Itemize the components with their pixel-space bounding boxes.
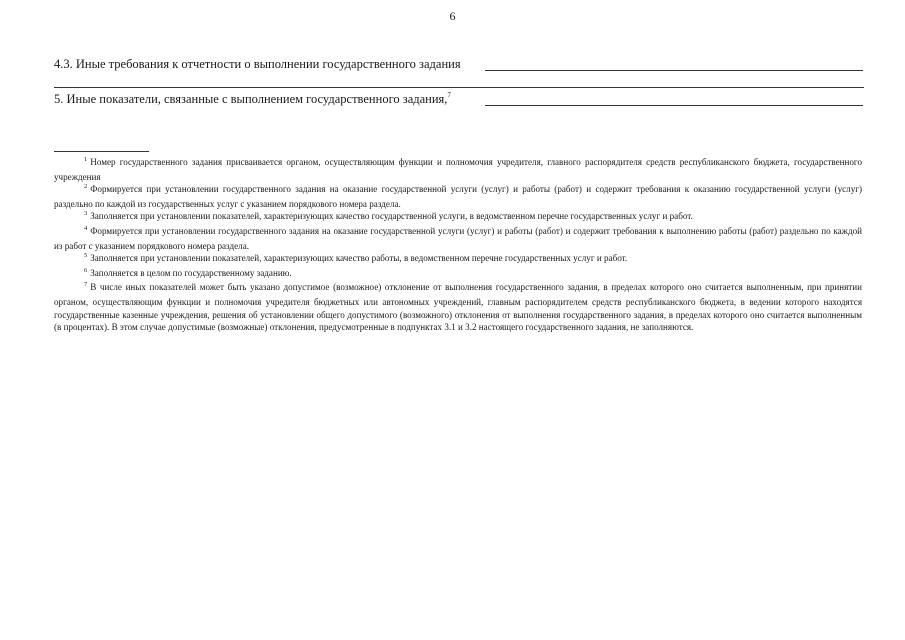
footnote-mark: 5 xyxy=(84,252,88,260)
footnote-text: В числе иных показателей может быть указано допустимое (возможное) отклонение от выполнения государственного задания, в пределах которого оно считается выполненным, при принятии органом, осуществляющим функции и полномочия учредителя бюджетных или автономных учреждений, главным распорядителем средств республиканского бюджета, в ведении которого находятся государственные казенные учреждения, решения об установлении общего допустимого (возможного) отклонения от выполнения государственного задания, в пределах которого оно считается выполненным (в процентах). В этом случае допустимые (возможные) отклонения, предусмотренные в подпунктах 3.1 и 3.2 настоящего государственного задания, не заполняются. xyxy=(54,282,862,333)
footnote-text: Номер государственного задания присваивается органом, осуществляющим функции и полномочия учредителя, главного распорядителя средств республиканского бюджета, государственного учреждения xyxy=(54,157,862,182)
requirement-4-3-second-line xyxy=(54,87,864,88)
footnote-mark: 6 xyxy=(84,266,88,274)
page-number: 6 xyxy=(449,9,456,23)
footnote-4 xyxy=(54,225,862,252)
footnote-mark: 2 xyxy=(84,183,88,191)
footnote-6 xyxy=(54,267,862,282)
footnote-text: Формируется при установлении государственного задания на оказание государственной услуги (услуг) и работы (работ) и содержит требования к оказанию государственной услуги (услуг) раздельно по каждой из государственных услуг с указанием порядкового номера раздела. xyxy=(54,184,862,209)
footnotes xyxy=(54,156,862,334)
footnote-3 xyxy=(54,210,862,225)
footnote-2 xyxy=(54,183,862,210)
footnote-5 xyxy=(54,252,862,267)
footnote-text: Заполняется в целом по государственному заданию. xyxy=(90,267,292,278)
footnote-separator xyxy=(54,151,149,152)
requirement-5-fill-line xyxy=(485,105,863,106)
footnote-mark: 1 xyxy=(84,156,88,163)
footnote-text: Заполняется при установлении показателей, характеризующих качество работы, в ведомственном перечне государственных услуг и работ. xyxy=(90,253,628,264)
footnote-mark: 3 xyxy=(84,210,88,218)
footnote-text: Заполняется при установлении показателей, характеризующих качество государственной услуги, в ведомственном перечне государственных услуг и работ. xyxy=(90,211,693,222)
requirement-4-3-label: 4.3. Иные требования к отчетности о выполнении государственного задания xyxy=(54,57,461,71)
footnote-mark: 7 xyxy=(84,281,88,289)
footnote-mark: 4 xyxy=(84,224,88,232)
footnote-text: Формируется при установлении государственного задания на оказание государственной услуги (услуг) и работы (работ) и содержит требования к выполнению работы (работ) раздельно по каждой из работ с указанием порядкового номера раздела. xyxy=(54,225,862,251)
requirement-4-3-fill-line xyxy=(485,70,863,71)
requirement-5-footnote-ref: 7 xyxy=(447,91,451,99)
requirement-5-text: 5. Иные показатели, связанные с выполнением государственного задания, xyxy=(54,92,448,106)
footnote-1 xyxy=(54,156,862,183)
requirement-5-label xyxy=(54,92,451,107)
footnote-7 xyxy=(54,281,862,333)
